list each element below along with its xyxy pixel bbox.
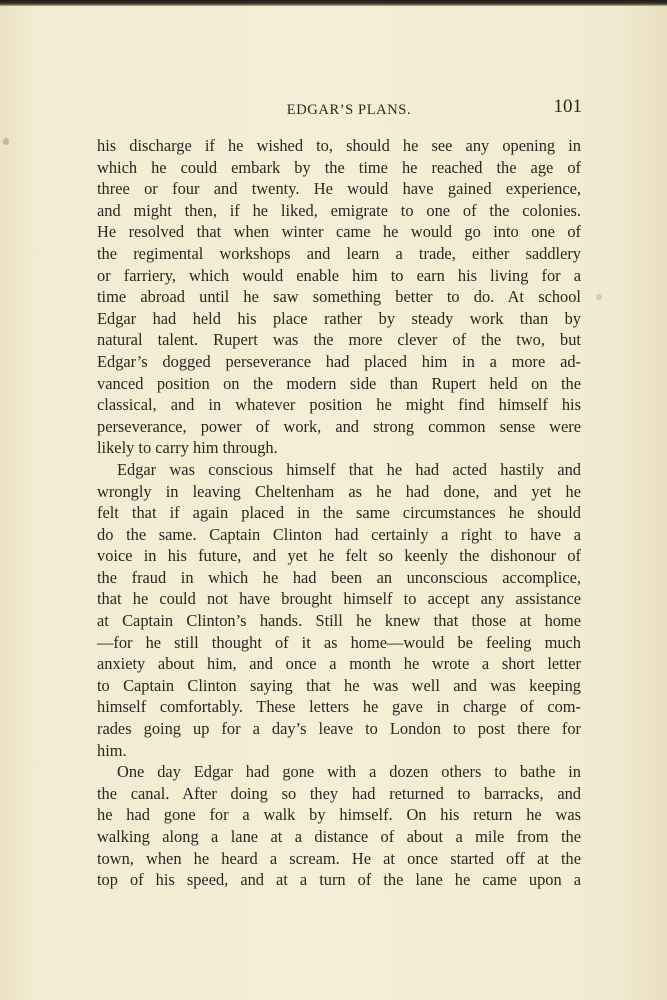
paragraph-last-line: likely to carry him through.: [97, 438, 278, 458]
text-line: the fraud in which he had been an unconscious accomplice,: [97, 567, 581, 587]
text-line: Edgar’s dogged perseverance had placed him in a more ad-: [97, 351, 581, 371]
text-line: which he could embark by the time he reached the age of: [97, 157, 581, 177]
text-line: Edgar had held his place rather by steady work than by: [97, 308, 581, 328]
body-text: [97, 135, 581, 891]
text-line: time abroad until he saw something better to do. At school: [97, 287, 581, 307]
text-line: voice in his future, and yet he felt so keenly the dishonour of: [97, 546, 581, 566]
paragraph-last-line: him.: [97, 740, 127, 760]
text-line: that he could not have brought himself to accept any assistance: [97, 589, 581, 609]
paper-blemish: [3, 138, 9, 145]
text-line: and might then, if he liked, emigrate to one of the colonies.: [97, 200, 581, 220]
page-top-edge: [0, 0, 667, 6]
text-line: vanced position on the modern side than Rupert held on the: [97, 373, 581, 393]
text-line: felt that if again placed in the same circumstances he should: [97, 503, 581, 523]
running-head: EDGAR’S PLANS.: [286, 102, 412, 118]
text-line: the regimental workshops and learn a trade, either saddlery: [97, 243, 581, 263]
text-line: wrongly in leaving Cheltenham as he had done, and yet he: [97, 481, 581, 501]
text-line: —for he still thought of it as home—would be feeling much: [97, 632, 581, 652]
page-header: [96, 96, 582, 122]
paragraph-first-line: One day Edgar had gone with a dozen others to bathe in: [117, 762, 581, 782]
text-line: himself comfortably. These letters he gave in charge of com-: [97, 697, 581, 717]
text-line: classical, and in whatever position he might find himself his: [97, 395, 581, 415]
text-line: he had gone for a walk by himself. On his return he was: [97, 805, 581, 825]
text-line: do the same. Captain Clinton had certainly a right to have a: [97, 524, 581, 544]
text-line: the canal. After doing so they had returned to barracks, and: [97, 783, 581, 803]
text-line: at Captain Clinton’s hands. Still he knew that those at home: [97, 611, 581, 631]
text-line: natural talent. Rupert was the more clever of the two, but: [97, 330, 581, 350]
text-line: his discharge if he wished to, should he see any opening in: [97, 136, 581, 155]
paper-blemish: [596, 294, 602, 300]
text-line: perseverance, power of work, and strong common sense were: [97, 416, 581, 436]
text-line: to Captain Clinton saying that he was well and was keeping: [97, 675, 581, 695]
paragraph-first-line: Edgar was conscious himself that he had acted hastily and: [117, 459, 581, 479]
text-line: walking along a lane at a distance of about a mile from the: [97, 827, 581, 846]
text-line: rades going up for a day’s leave to London to post there for: [97, 719, 581, 739]
text-line: top of his speed, and at a turn of the lane he came upon a: [97, 870, 581, 890]
text-line: or farriery, which would enable him to earn his living for a: [97, 265, 581, 285]
text-line: town, when he heard a scream. He at once started off at the: [97, 848, 581, 868]
text-line: anxiety about him, and once a month he wrote a short letter: [97, 654, 581, 674]
text-line: He resolved that when winter came he would go into one of: [97, 222, 581, 242]
text-line: three or four and twenty. He would have gained experience,: [97, 179, 581, 199]
page-number: 101: [553, 96, 582, 117]
